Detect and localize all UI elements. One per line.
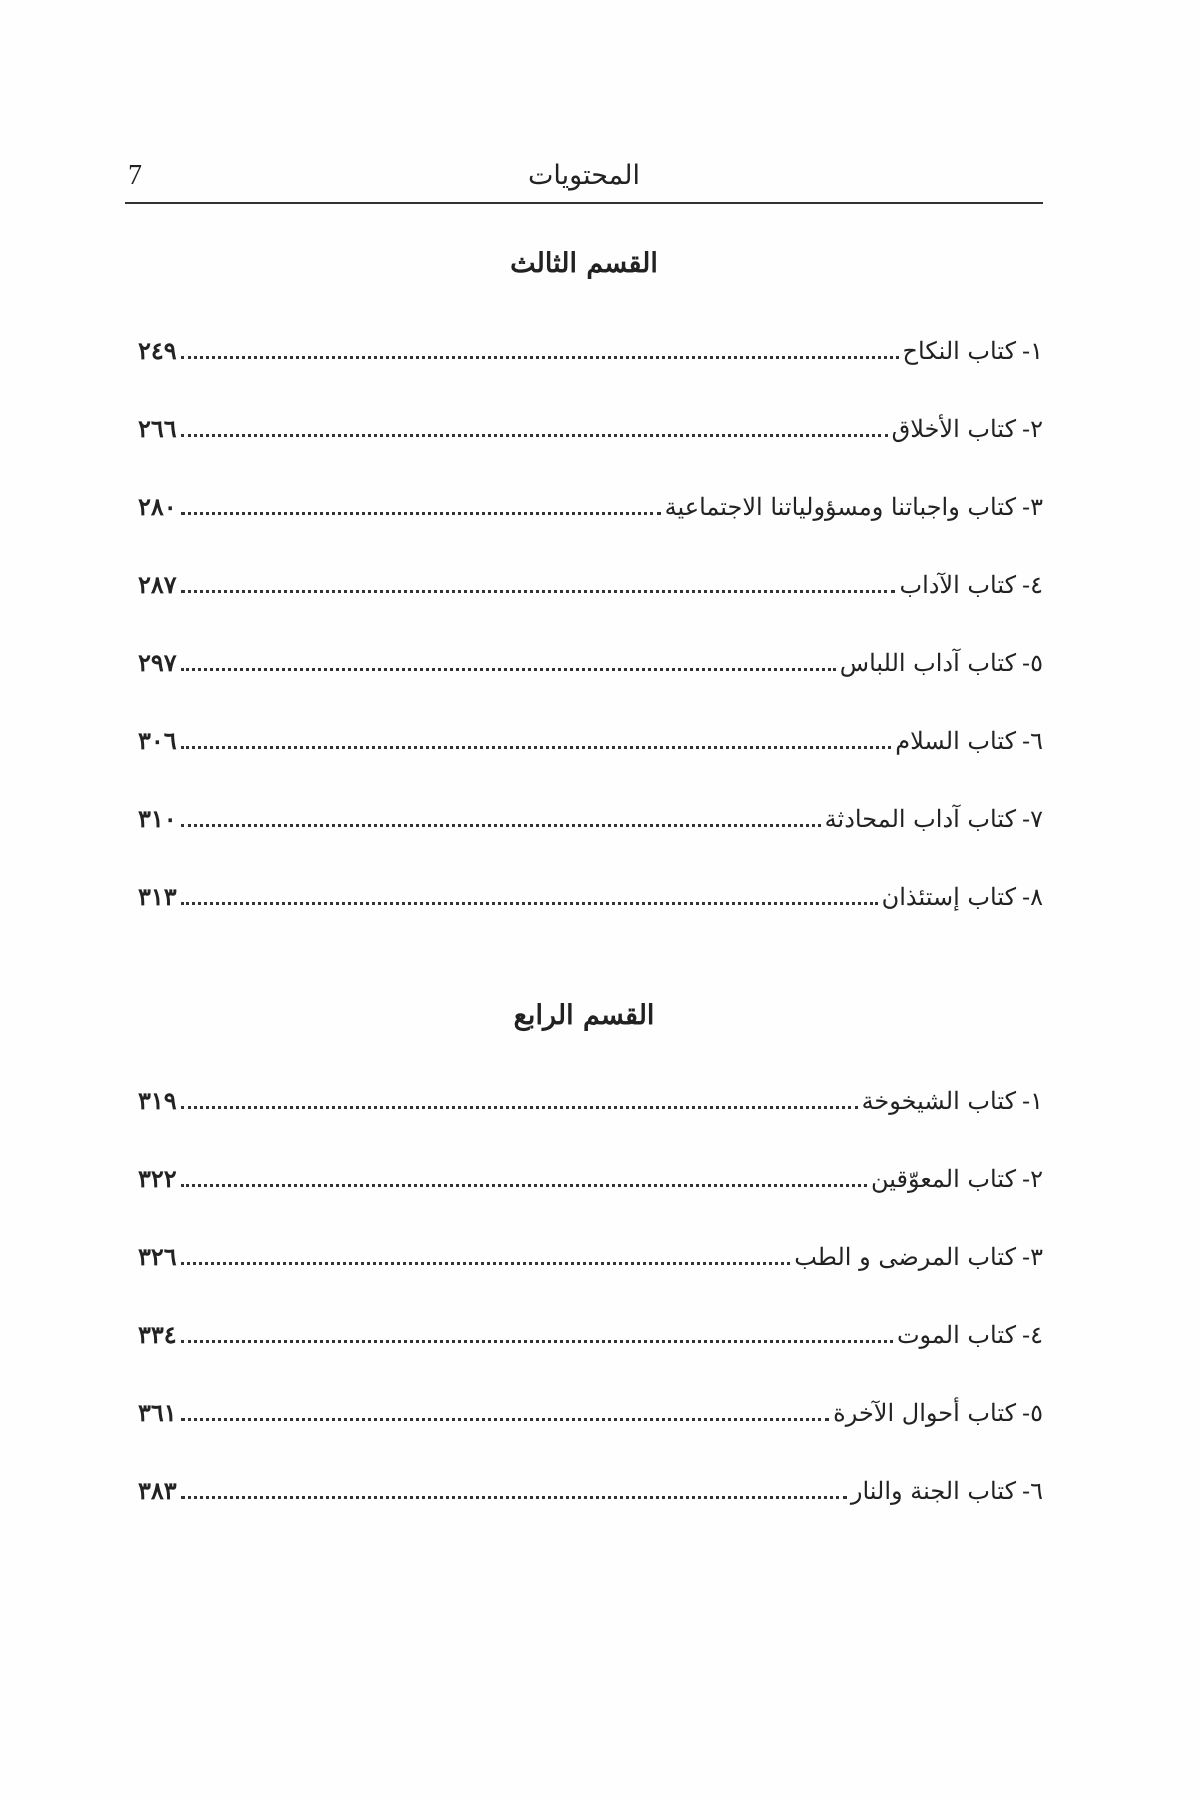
toc-entry-title: كتاب إستئذان bbox=[881, 883, 1016, 911]
toc-entry-number: ٦- bbox=[1022, 727, 1043, 755]
dot-leader bbox=[181, 824, 821, 827]
toc-entry-title: كتاب المعوّقين bbox=[870, 1165, 1016, 1193]
toc-entry[interactable] bbox=[138, 406, 1043, 446]
toc-entry-page: ٢٤٩ bbox=[138, 336, 177, 365]
toc-entry-number: ٦- bbox=[1022, 1477, 1043, 1505]
toc-entry[interactable] bbox=[138, 1156, 1043, 1196]
dot-leader bbox=[181, 1496, 847, 1499]
page-number: 7 bbox=[128, 160, 142, 191]
toc-entry-title: كتاب النكاح bbox=[902, 337, 1016, 365]
dot-leader bbox=[181, 1262, 791, 1265]
dot-leader bbox=[181, 668, 836, 671]
toc-entry-number: ٢- bbox=[1022, 1165, 1043, 1193]
toc-entry-number: ٢- bbox=[1022, 415, 1043, 443]
toc-entry[interactable] bbox=[138, 1390, 1043, 1430]
dot-leader bbox=[181, 1418, 829, 1421]
toc-entry-number: ٥- bbox=[1022, 649, 1043, 677]
toc-entry-page: ٢٦٦ bbox=[138, 414, 177, 443]
toc-entry-number: ٣- bbox=[1022, 493, 1043, 521]
toc-entry-title: كتاب آداب المحادثة bbox=[824, 805, 1016, 833]
toc-entry[interactable] bbox=[138, 1468, 1043, 1508]
toc-entry-page: ٣١٠ bbox=[138, 804, 177, 833]
toc-entry-number: ٣- bbox=[1022, 1243, 1043, 1271]
toc-entry-title: كتاب أحوال الآخرة bbox=[833, 1399, 1016, 1427]
toc-entry-page: ٣٢٦ bbox=[138, 1242, 177, 1271]
toc-entry[interactable] bbox=[138, 328, 1043, 368]
toc-entry[interactable] bbox=[138, 1312, 1043, 1352]
toc-entry-page: ٣٨٣ bbox=[138, 1476, 177, 1505]
section-title-third: القسم الثالث bbox=[510, 248, 658, 279]
running-title: المحتويات bbox=[527, 160, 641, 191]
toc-entry-page: ٢٩٧ bbox=[138, 648, 177, 677]
toc-entry-page: ٣٣٤ bbox=[138, 1320, 177, 1349]
toc-entry[interactable] bbox=[138, 874, 1043, 914]
toc-entry-page: ٣٦١ bbox=[138, 1398, 177, 1427]
dot-leader bbox=[181, 902, 878, 905]
toc-entry[interactable] bbox=[138, 562, 1043, 602]
toc-entry[interactable] bbox=[138, 1078, 1043, 1118]
toc-entry-number: ٤- bbox=[1022, 1321, 1043, 1349]
toc-entry[interactable] bbox=[138, 1234, 1043, 1274]
toc-entry-page: ٣١٣ bbox=[138, 882, 177, 911]
dot-leader bbox=[181, 512, 661, 515]
toc-entry-page: ٢٨٧ bbox=[138, 570, 177, 599]
dot-leader bbox=[181, 1340, 893, 1343]
toc-entry[interactable] bbox=[138, 484, 1043, 524]
toc-entry-number: ١- bbox=[1022, 1087, 1043, 1115]
dot-leader bbox=[181, 590, 896, 593]
toc-entry-page: ٣٠٦ bbox=[138, 726, 177, 755]
page-header bbox=[125, 158, 1043, 204]
dot-leader bbox=[181, 356, 899, 359]
toc-entry-title: كتاب الآداب bbox=[899, 571, 1016, 599]
toc-entry-number: ١- bbox=[1022, 337, 1043, 365]
toc-entry-number: ٨- bbox=[1022, 883, 1043, 911]
toc-entry-number: ٥- bbox=[1022, 1399, 1043, 1427]
toc-entry-title: كتاب الأخلاق bbox=[891, 415, 1016, 443]
toc-entry-title: كتاب آداب اللباس bbox=[839, 649, 1016, 677]
toc-entry-page: ٢٨٠ bbox=[138, 492, 177, 521]
toc-entry[interactable] bbox=[138, 718, 1043, 758]
toc-entry-title: كتاب الجنة والنار bbox=[850, 1477, 1016, 1505]
toc-entry-page: ٣١٩ bbox=[138, 1086, 177, 1115]
section-title-fourth: القسم الرابع bbox=[513, 1000, 655, 1031]
toc-entry-title: كتاب واجباتنا ومسؤولياتنا الاجتماعية bbox=[664, 493, 1016, 521]
dot-leader bbox=[181, 1184, 867, 1187]
toc-entry-number: ٤- bbox=[1022, 571, 1043, 599]
toc-entry-title: كتاب الموت bbox=[896, 1321, 1016, 1349]
toc-entry-number: ٧- bbox=[1022, 805, 1043, 833]
dot-leader bbox=[181, 434, 888, 437]
toc-entry-title: كتاب المرضى و الطب bbox=[794, 1243, 1016, 1271]
toc-entry[interactable] bbox=[138, 640, 1043, 680]
toc-entry[interactable] bbox=[138, 796, 1043, 836]
toc-entry-title: كتاب الشيخوخة bbox=[861, 1087, 1016, 1115]
toc-entry-title: كتاب السلام bbox=[895, 727, 1016, 755]
toc-entry-page: ٣٢٢ bbox=[138, 1164, 177, 1193]
dot-leader bbox=[181, 1106, 858, 1109]
dot-leader bbox=[181, 746, 892, 749]
